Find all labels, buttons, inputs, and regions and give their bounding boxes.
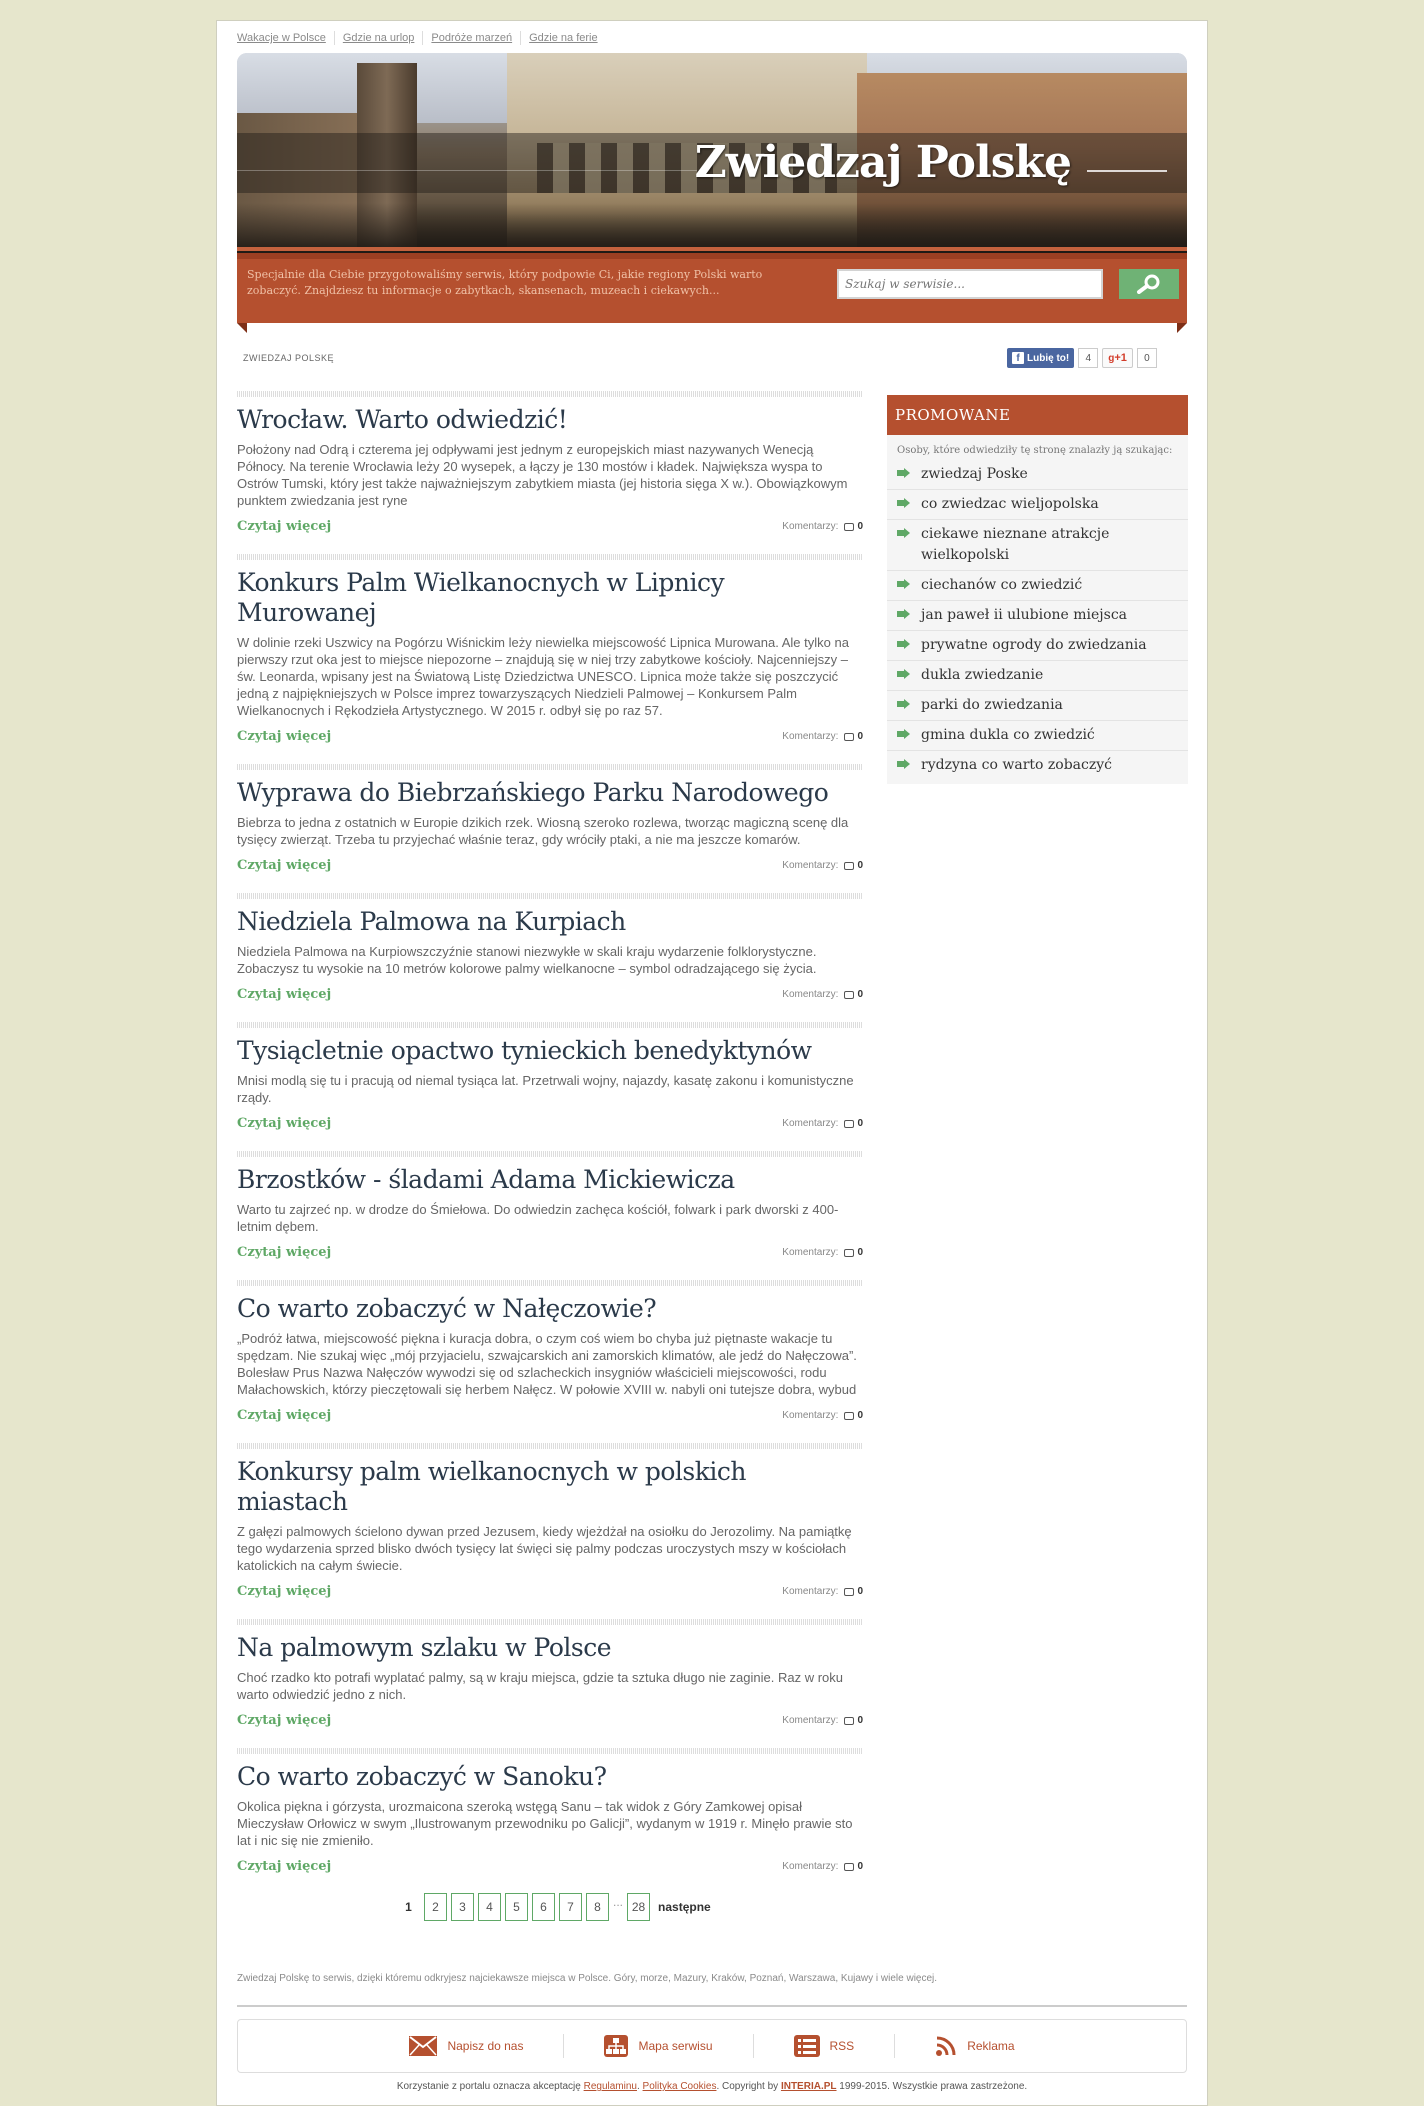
article-title[interactable]: Wyprawa do Biebrzańskiego Parku Narodowego <box>237 778 829 807</box>
article-meta <box>237 1713 863 1728</box>
page-link[interactable]: 5 <box>505 1893 528 1921</box>
comments-label: Komentarzy: <box>782 1861 839 1872</box>
arrow-right-icon <box>897 669 911 679</box>
page-link[interactable]: 2 <box>424 1893 447 1921</box>
facebook-like-label: Lubię to! <box>1027 352 1070 364</box>
article-excerpt: Mnisi modlą się tu i pracują od niemal tysiąca lat. Przetrwali wojny, najazdy, kasatę zakonu i komunistyczne rządy. <box>237 1073 854 1105</box>
article-excerpt: Niedziela Palmowa na Kurpiowszczyźnie stanowi niezwykłe w skali kraju wydarzenie folklorystyczne. Zobaczysz tu wysokie na 10 metrów kolorowe palmy wielkanocne – symbol odradzającego się życia. <box>237 944 817 976</box>
promoted-sidebar <box>887 395 1188 784</box>
promoted-item-label: dukla zwiedzanie <box>921 667 1044 683</box>
copyright-dot: . <box>636 2081 640 2092</box>
search-button[interactable] <box>1119 269 1179 299</box>
comment-bubble-icon <box>844 1717 854 1725</box>
arrow-right-icon <box>897 498 911 508</box>
article-title[interactable]: Na palmowym szlaku w Polsce <box>237 1633 611 1662</box>
sidebar-subtitle: Osoby, które odwiedziły tę stronę znalazły ją szukając: <box>897 445 1173 456</box>
next-page-link[interactable]: następne <box>658 1900 711 1914</box>
page-ellipsis: ... <box>613 1895 624 1909</box>
comments-count[interactable] <box>782 1247 863 1258</box>
comments-number: 0 <box>857 1247 863 1258</box>
intro-text: Specjalnie dla Ciebie przygotowaliśmy serwis, który podpowie Ci, jakie regiony Polski warto zobaczyć. Znajdziesz tu informacje o zabytkach, skansenach, muzeach i ciekawych... <box>247 268 763 297</box>
promoted-item-label: gmina dukla co zwiedzić <box>921 727 1095 743</box>
article-excerpt: Choć rzadko kto potrafi wyplatać palmy, są w kraju miejsca, gdzie ta sztuka długo nie zaginie. Raz w roku warto odwiedzić jedno z nich. <box>237 1670 843 1702</box>
list-icon <box>794 2035 820 2057</box>
interia-link[interactable]: INTERIA.PL <box>780 2081 837 2092</box>
read-more-link[interactable]: Czytaj więcej <box>237 858 332 873</box>
promoted-item[interactable] <box>887 691 1188 721</box>
bar-fold-left <box>237 323 247 333</box>
article-meta <box>237 1408 863 1423</box>
footer-link-contact[interactable] <box>369 2034 563 2058</box>
promoted-item[interactable] <box>887 601 1188 631</box>
article-meta <box>237 1245 863 1260</box>
page-link-last[interactable]: 28 <box>627 1893 650 1921</box>
facebook-icon: f <box>1012 352 1024 364</box>
article-title[interactable]: Brzostków - śladami Adama Mickiewicza <box>237 1165 735 1194</box>
article-excerpt: W dolinie rzeki Uszwicy na Pogórzu Wiśnickim leży niewielka miejscowość Lipnica Murowana. Ale tylko na pierwszy rzut oka jest to miejsce niepozorne – znajdują się w niej trzy zabytkowe kościoły. Najcenniejszy – św. Leonarda, wpisany jest na Światową Listę Dziedzictwa UNESCO. Lipnica może także się poszczycić jedną z najpiękniejszych w Polsce imprez towarzyszących Niedzieli Palmowej – Konkursem Palm Wielkanocnych i Rękodzieła Artystycznego. W 2015 r. odbył się po raz 57. <box>237 635 849 718</box>
article-meta <box>237 858 863 873</box>
site-title[interactable]: Zwiedzaj Polskę <box>694 137 1071 188</box>
header-banner <box>237 53 1187 253</box>
article-title[interactable]: Co warto zobaczyć w Sanoku? <box>237 1762 607 1791</box>
page-link[interactable]: 7 <box>559 1893 582 1921</box>
arrow-right-icon <box>897 609 911 619</box>
promoted-item-label: ciekawe nieznane atrakcje wielkopolski <box>921 526 1110 563</box>
read-more-link[interactable]: Czytaj więcej <box>237 987 332 1002</box>
comments-label: Komentarzy: <box>782 1410 839 1421</box>
article-title[interactable]: Tysiącletnie opactwo tynieckich benedyktynów <box>237 1036 812 1065</box>
arrow-right-icon <box>897 699 911 709</box>
read-more-link[interactable]: Czytaj więcej <box>237 1245 332 1260</box>
comment-bubble-icon <box>844 523 854 531</box>
comment-bubble-icon <box>844 1412 854 1420</box>
page-link[interactable]: 8 <box>586 1893 609 1921</box>
arrow-right-icon <box>897 759 911 769</box>
bar-fold-right <box>1177 323 1187 333</box>
comments-number: 0 <box>857 521 863 532</box>
comments-number: 0 <box>857 1861 863 1872</box>
banner-rule-right <box>1087 170 1167 172</box>
copyright-mid: . Copyright by <box>716 2081 779 2092</box>
article <box>237 385 863 548</box>
page-link[interactable]: 6 <box>532 1893 555 1921</box>
promoted-item-label: jan paweł ii ulubione miejsca <box>921 607 1128 623</box>
search-icon <box>1136 274 1162 294</box>
read-more-link[interactable]: Czytaj więcej <box>237 1408 332 1423</box>
comments-count[interactable] <box>782 731 863 742</box>
article-list <box>237 385 863 1888</box>
read-more-link[interactable]: Czytaj więcej <box>237 519 332 534</box>
top-link-podroze[interactable]: Podróże marzeń <box>422 31 520 45</box>
promoted-item[interactable] <box>887 721 1188 751</box>
footer-links <box>237 2019 1187 2073</box>
article <box>237 1742 863 1888</box>
article-meta <box>237 729 863 744</box>
top-link-urlop[interactable]: Gdzie na urlop <box>334 31 423 45</box>
promoted-item-label: parki do zwiedzania <box>921 697 1063 713</box>
article-meta <box>237 1116 863 1131</box>
sitemap-icon <box>604 2035 628 2057</box>
promoted-item-label: zwiedzaj Poske <box>921 466 1028 482</box>
arrow-right-icon <box>897 639 911 649</box>
banner-rule-left <box>237 170 697 171</box>
comments-label: Komentarzy: <box>782 1715 839 1726</box>
page-current: 1 <box>397 1893 420 1921</box>
article-title[interactable]: Konkursy palm wielkanocnych w polskich miastach <box>237 1457 746 1516</box>
article-excerpt: Położony nad Odrą i czterema jej odpływami jest jednym z europejskich miast nazywanych Wenecją Północy. Na terenie Wrocławia leży 20 wysepek, a łączy je 130 mostów i kładek. Największa wyspa to Ostrów Tumski, który jest także najważniejszym zabytkiem miasta (jej historia sięga X w.). Obowiązkowym punktem zwiedzania jest ryne <box>237 442 848 508</box>
footer-link-label: Reklama <box>967 2039 1015 2053</box>
article <box>237 548 863 758</box>
copyright <box>217 2081 1207 2092</box>
comments-number: 0 <box>857 1715 863 1726</box>
rss-icon <box>935 2035 957 2057</box>
comment-bubble-icon <box>844 1588 854 1596</box>
article <box>237 1016 863 1145</box>
comments-label: Komentarzy: <box>782 989 839 1000</box>
gplus-button[interactable] <box>1102 348 1133 368</box>
comments-count[interactable] <box>782 1118 863 1129</box>
article <box>237 1145 863 1274</box>
promoted-item[interactable] <box>887 661 1188 691</box>
comments-number: 0 <box>857 989 863 1000</box>
article-excerpt: Biebrza to jedna z ostatnich w Europie dzikich rzek. Wiosną szeroko rozlewa, tworząc magiczną scenę dla tysięcy zwierząt. Trzeba tu przyjechać właśnie teraz, gdy wróciły ptaki, a nie ma jeszcze komarów. <box>237 815 849 847</box>
article-meta <box>237 1859 863 1874</box>
comments-count[interactable] <box>782 1861 863 1872</box>
article-excerpt: „Podróż łatwa, miejscowość piękna i kuracja dobra, o czym coś wiem bo chyba już piętnaste wakacje tu spędzam. Nie szukaj więc „mój przyjacielu, szwajcarskich ani zamorskich klimatów, ale jedź do Nałęczowa”. Bolesław Prus Nazwa Nałęczów wywodzi się od szlacheckich insygniów właścicieli miejscowości, rodu Małachowskich, którzy pieczętowali się herbem Nałęcz. W połowie XVIII w. nabyli oni tutejsze dobra, wybud <box>237 1331 857 1397</box>
banner-crowd <box>237 203 1187 253</box>
comment-bubble-icon <box>844 1120 854 1128</box>
promoted-item[interactable] <box>887 490 1188 520</box>
article-meta <box>237 987 863 1002</box>
comments-count[interactable] <box>782 1586 863 1597</box>
arrow-right-icon <box>897 729 911 739</box>
cookies-link[interactable]: Polityka Cookies <box>642 2081 717 2092</box>
article <box>237 758 863 887</box>
comments-label: Komentarzy: <box>782 1118 839 1129</box>
gplus-icon: g <box>1108 352 1115 364</box>
gplus-label: +1 <box>1114 352 1127 364</box>
social-buttons <box>1007 348 1157 368</box>
footer-link-label: RSS <box>829 2039 855 2053</box>
promoted-item-label: co zwiedzac wieljopolska <box>921 496 1099 512</box>
promoted-list <box>887 460 1188 784</box>
article-excerpt: Okolica piękna i górzysta, urozmaicona szeroką wstęgą Sanu – tak widok z Góry Zamkowej opisał Mieczysław Orłowicz w swym „Ilustrowanym przewodniku po Galicji”, wydanym w 1919 r. Minęło prawie sto lat i nic się nie zmieniło. <box>237 1799 853 1848</box>
arrow-right-icon <box>897 528 911 538</box>
footer-link-sitemap[interactable] <box>563 2034 752 2058</box>
copyright-suffix: 1999-2015. Wszystkie prawa zastrzeżone. <box>839 2081 1028 2092</box>
regulamin-link[interactable]: Regulaminu <box>583 2081 637 2092</box>
comments-count[interactable] <box>782 860 863 871</box>
comments-label: Komentarzy: <box>782 1247 839 1258</box>
article-meta <box>237 519 863 534</box>
facebook-like-button[interactable] <box>1007 348 1074 368</box>
comments-number: 0 <box>857 1586 863 1597</box>
article <box>237 1274 863 1437</box>
promoted-item[interactable] <box>887 631 1188 661</box>
promoted-item-label: prywatne ogrody do zwiedzania <box>921 637 1147 653</box>
breadcrumb[interactable]: ZWIEDZAJ POLSKĘ <box>243 353 335 363</box>
article-title[interactable]: Wrocław. Warto odwiedzić! <box>237 405 568 434</box>
top-link-wakacje[interactable]: Wakacje w Polsce <box>237 32 326 44</box>
read-more-link[interactable]: Czytaj więcej <box>237 1713 332 1728</box>
sidebar-title: PROMOWANE <box>887 395 1188 435</box>
footer-divider <box>237 2005 1187 2007</box>
comments-label: Komentarzy: <box>782 521 839 532</box>
comments-number: 0 <box>857 860 863 871</box>
comment-bubble-icon <box>844 1249 854 1257</box>
article-excerpt: Z gałęzi palmowych ścielono dywan przed Jezusem, kiedy wjeżdżał na osiołku do Jerozolimy. Na pamiątkę tego wydarzenia sprzed blisko dwóch tysięcy lat święci się palmy podczas uroczystych mszy w kościołach katolickich na całym świecie. <box>237 1524 852 1573</box>
footer-link-label: Napisz do nas <box>447 2039 524 2053</box>
top-link-ferie[interactable]: Gdzie na ferie <box>520 31 605 45</box>
search-input[interactable] <box>837 269 1103 299</box>
page-link[interactable]: 4 <box>478 1893 501 1921</box>
article-title[interactable]: Co warto zobaczyć w Nałęczowie? <box>237 1294 657 1323</box>
article-meta <box>237 1584 863 1599</box>
facebook-like-count: 4 <box>1078 348 1098 368</box>
comments-count[interactable] <box>782 1715 863 1726</box>
article <box>237 1437 863 1613</box>
comments-number: 0 <box>857 731 863 742</box>
promoted-item[interactable] <box>887 520 1188 571</box>
comment-bubble-icon <box>844 1863 854 1871</box>
promoted-item-label: rydzyna co warto zobaczyć <box>921 757 1112 773</box>
top-links <box>237 31 606 45</box>
comments-label: Komentarzy: <box>782 860 839 871</box>
envelope-icon <box>409 2036 437 2056</box>
footer-description: Zwiedzaj Polskę to serwis, dzięki któremu odkryjesz najciekawsze miejsca w Polsce. Góry, morze, Mazury, Kraków, Poznań, Warszawa, Kujawy i wiele więcej. <box>237 1973 938 1984</box>
comment-bubble-icon <box>844 733 854 741</box>
promoted-item[interactable] <box>887 571 1188 601</box>
comment-bubble-icon <box>844 862 854 870</box>
promoted-item[interactable] <box>887 751 1188 784</box>
arrow-right-icon <box>897 468 911 478</box>
page-link[interactable]: 3 <box>451 1893 474 1921</box>
read-more-link[interactable]: Czytaj więcej <box>237 1116 332 1131</box>
pagination <box>397 1893 711 1921</box>
footer-link-label: Mapa serwisu <box>638 2039 713 2053</box>
article-title[interactable]: Niedziela Palmowa na Kurpiach <box>237 907 626 936</box>
arrow-right-icon <box>897 579 911 589</box>
copyright-prefix: Korzystanie z portalu oznacza akceptację <box>396 2081 581 2092</box>
page-container <box>216 20 1208 2106</box>
article <box>237 887 863 1016</box>
gplus-count: 0 <box>1137 348 1157 368</box>
footer-link-ads[interactable] <box>894 2034 1054 2058</box>
intro-bar <box>237 253 1187 323</box>
comments-label: Komentarzy: <box>782 1586 839 1597</box>
article-excerpt: Warto tu zajrzeć np. w drodze do Śmiełowa. Do odwiedzin zachęca kościół, folwark i park dworski z 400-letnim dębem. <box>237 1202 839 1234</box>
promoted-item[interactable] <box>887 460 1188 490</box>
comment-bubble-icon <box>844 991 854 999</box>
comments-number: 0 <box>857 1410 863 1421</box>
read-more-link[interactable]: Czytaj więcej <box>237 1859 332 1874</box>
comments-label: Komentarzy: <box>782 731 839 742</box>
comments-count[interactable] <box>782 521 863 532</box>
read-more-link[interactable]: Czytaj więcej <box>237 1584 332 1599</box>
article-title[interactable]: Konkurs Palm Wielkanocnych w Lipnicy Murowanej <box>237 568 725 627</box>
comments-number: 0 <box>857 1118 863 1129</box>
read-more-link[interactable]: Czytaj więcej <box>237 729 332 744</box>
promoted-item-label: ciechanów co zwiedzić <box>921 577 1083 593</box>
footer-link-rss[interactable] <box>753 2034 895 2058</box>
comments-count[interactable] <box>782 1410 863 1421</box>
comments-count[interactable] <box>782 989 863 1000</box>
article <box>237 1613 863 1742</box>
